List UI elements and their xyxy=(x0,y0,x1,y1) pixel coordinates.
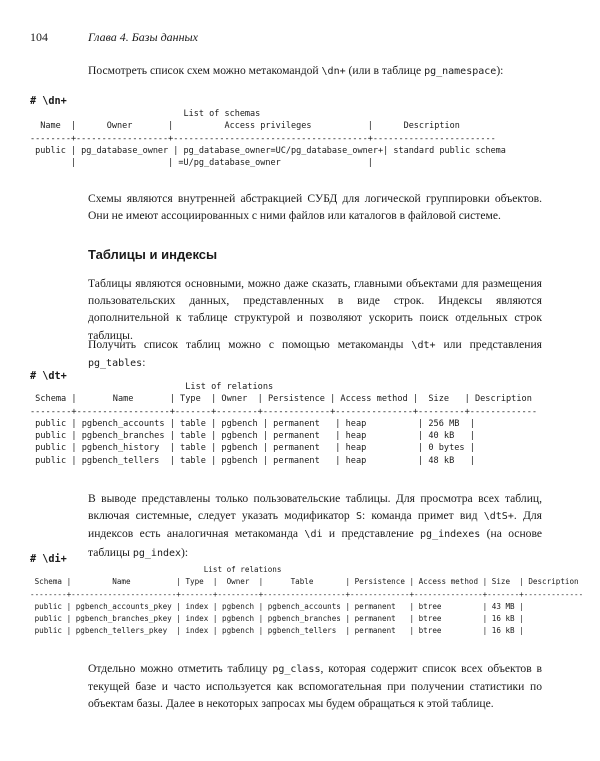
command-di: # \di+ xyxy=(30,554,67,565)
paragraph-pg-class: Отдельно можно отметить таблицу pg_class, которая содержит список всех объектов в текущей базе и часто используется как вспомогательная при получении статистики по объектам базы. Далее в некоторых запросах мы будем обращаться к этой таблице. xyxy=(88,662,542,711)
chapter-title: Глава 4. Базы данных xyxy=(88,30,199,44)
output-indexes: List of relations Schema | Name | Type | Owner | Table | Persistence | Access method | Size | Description --------+-----------------------+-------+---------+------------------+-------------+---------------+-------+------------- public | pgbench_accounts_pkey | index | pgbench | pgbench_accounts | permanent | btree | 43 MB | public | pgbench_branches_pkey | index | pgbench | pgbench_branches | permanent | btree | 16 kB | public | pgbench_tellers_pkey | index | pgbench | pgbench_tellers | permanent | btree | 16 kB | xyxy=(30,565,584,636)
command-dt: # \dt+ xyxy=(30,371,67,382)
page-number: 104 xyxy=(30,30,48,44)
paragraph-indexes: В выводе представлены только пользовательские таблицы. Для просмотра всех таблиц, включая системные, следует указать модификатор S: команда примет вид \dtS+. Для индексов есть аналогичная метакоманда \di и представление pg_indexes (на основе таблицы pg_index): xyxy=(88,492,542,559)
output-schemas: List of schemas Name | Owner | Access privileges | Description --------+------------------+--------------------------------------+------------------------ public | pg_database_owner | pg_database_owner=UC/pg_database_owner+| standard public schema | | =U/pg_database_owner | xyxy=(30,109,506,169)
paragraph-schemas-desc: Схемы являются внутренней абстракцией СУБД для логической группировки объектов. Они не имеют ассоциированных с ними файлов или каталогов в файловой системе. xyxy=(88,192,542,223)
command-dn: # \dn+ xyxy=(30,96,67,107)
output-tables: List of relations Schema | Name | Type | Owner | Persistence | Access method | Size | Description --------+------------------+-------+--------+-------------+---------------+---------+------------- public | pgbench_accounts | table | pgbench | permanent | heap | 256 MB | public | pgbench_branches | table | pgbench | permanent | heap | 40 kB | public | pgbench_history | table | pgbench | permanent | heap | 0 bytes | public | pgbench_tellers | table | pgbench | permanent | heap | 48 kB | xyxy=(30,382,538,466)
paragraph-tables-list: Получить список таблиц можно с помощью метакоманды \dt+ или представления pg_tables: xyxy=(88,338,542,370)
paragraph-tables-intro: Таблицы являются основными, можно даже сказать, главными объектами для размещения пользовательских данных, представленных в виде строк. Индексы являются дополнительной к таблице структурой и позволяют ускорить поиск отдельных строк таблицы. xyxy=(88,277,542,342)
section-heading: Таблицы и индексы xyxy=(88,247,218,262)
paragraph-schemas-intro: Посмотреть список схем можно метакомандой \dn+ (или в таблице pg_namespace): xyxy=(88,64,504,77)
